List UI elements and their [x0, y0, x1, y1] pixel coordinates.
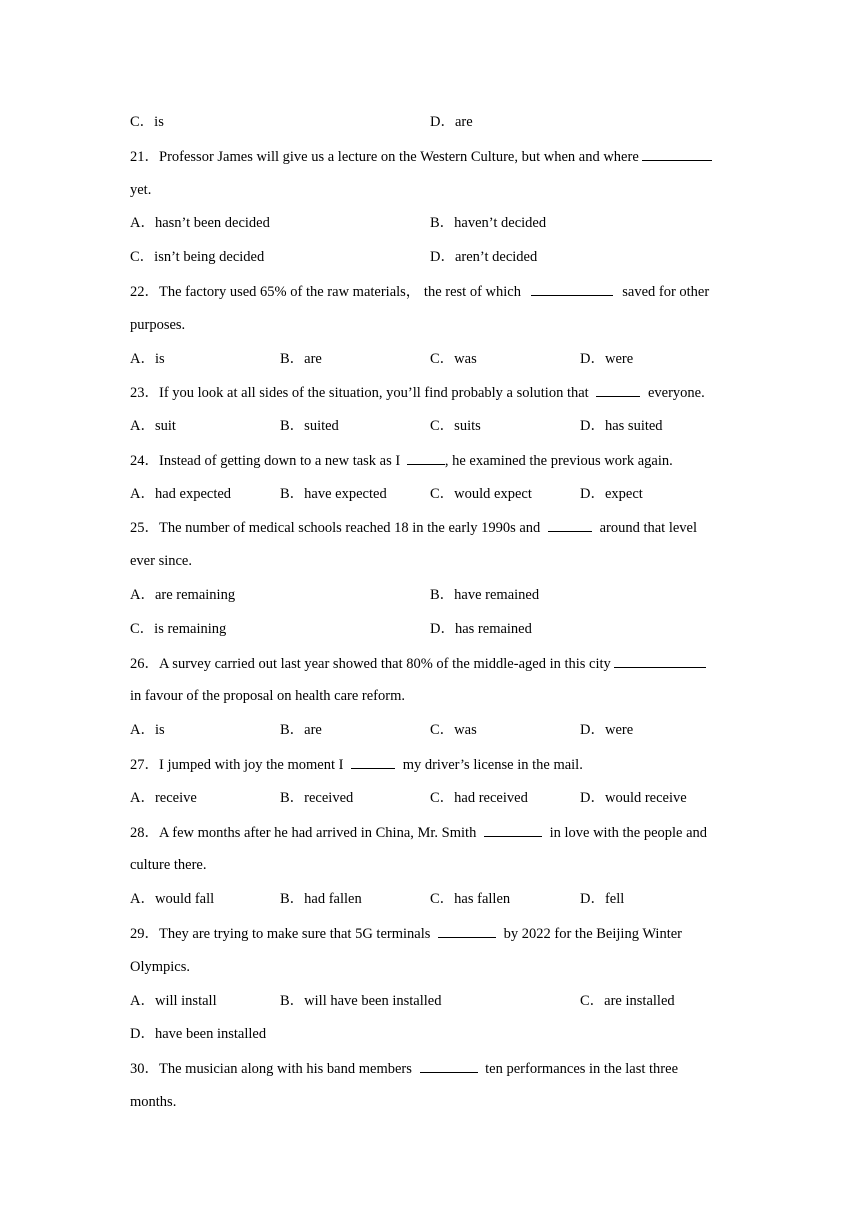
question-25-line-1	[130, 517, 732, 538]
option-a: A．receive	[130, 790, 197, 806]
question-23-line-1	[130, 382, 732, 403]
answer-blank	[548, 517, 592, 532]
answer-blank	[438, 923, 496, 938]
option-d: D．have been installed	[130, 1026, 267, 1042]
question-text: around that level	[599, 520, 697, 536]
question-30-line-2: months.	[130, 1094, 177, 1110]
question-text: my driver’s license in the mail.	[402, 757, 583, 773]
option-c: C．suits	[430, 418, 481, 434]
question-21-line-1	[130, 146, 732, 167]
option-d: D．were	[580, 722, 634, 738]
option-b: B．received	[280, 790, 354, 806]
option-c: C．has fallen	[430, 891, 511, 907]
answer-blank	[596, 382, 640, 397]
option-d: D．would receive	[580, 790, 687, 806]
option-a: A．is	[130, 722, 165, 738]
answer-blank	[642, 146, 712, 161]
question-29-line-2: Olympics.	[130, 959, 191, 975]
option-b: B．haven’t decided	[430, 215, 547, 231]
question-21-line-2: yet.	[130, 182, 152, 198]
option-b: B．are	[280, 722, 322, 738]
option-d: D．are	[430, 114, 473, 130]
answer-blank	[420, 1058, 478, 1073]
question-text: 24．Instead of getting down to a new task as I	[130, 453, 401, 469]
question-text: 26．A survey carried out last year showed that 80% of the middle-aged in this city	[130, 656, 611, 672]
question-26-line-2: in favour of the proposal on health care reform.	[130, 688, 405, 704]
option-a: A．had expected	[130, 486, 232, 502]
question-25-line-2: ever since.	[130, 553, 192, 569]
question-22-line-2: purposes.	[130, 317, 186, 333]
question-text: 27．I jumped with joy the moment I	[130, 757, 344, 773]
answer-blank	[351, 754, 395, 769]
question-29-line-1	[130, 923, 682, 944]
question-text: 28．A few months after he had arrived in China, Mr. Smith	[130, 825, 477, 841]
answer-blank	[531, 281, 613, 296]
question-text: 22．The factory used 65% of the raw materials， the rest of which	[130, 284, 521, 300]
question-24-line-1	[130, 450, 673, 471]
option-b: B．have expected	[280, 486, 387, 502]
option-c: C．was	[430, 351, 477, 367]
answer-blank	[614, 653, 706, 668]
option-c: C．had received	[430, 790, 528, 806]
question-text: , he examined the previous work again.	[444, 453, 673, 469]
option-a: A．would fall	[130, 891, 215, 907]
question-text: by 2022 for the Beijing Winter	[503, 926, 682, 942]
question-28-line-2: culture there.	[130, 857, 207, 873]
question-text: 29．They are trying to make sure that 5G terminals	[130, 926, 431, 942]
option-d: D．fell	[580, 891, 625, 907]
question-30-line-1	[130, 1058, 678, 1079]
option-d: D．has remained	[430, 621, 532, 637]
option-c: C．isn’t being decided	[130, 249, 265, 265]
question-28-line-1	[130, 822, 732, 843]
option-a: A．will install	[130, 993, 217, 1009]
option-b: B．suited	[280, 418, 339, 434]
question-27-line-1	[130, 754, 583, 775]
question-22-line-1	[130, 281, 732, 302]
question-text: 25．The number of medical schools reached 18 in the early 1990s and	[130, 520, 541, 536]
question-text: 23．If you look at all sides of the situation, you’ll find probably a solution that	[130, 385, 589, 401]
option-b: B．will have been installed	[280, 993, 442, 1009]
option-d: D．has suited	[580, 418, 663, 434]
option-b: B．have remained	[430, 587, 540, 603]
option-c: C．is remaining	[130, 621, 227, 637]
question-text: in love with the people and	[549, 825, 708, 841]
option-d: D．expect	[580, 486, 643, 502]
question-text: saved for other	[622, 284, 710, 300]
option-c: C．would expect	[430, 486, 532, 502]
option-a: A．hasn’t been decided	[130, 215, 270, 231]
option-b: B．had fallen	[280, 891, 362, 907]
option-c: C．was	[430, 722, 477, 738]
question-text: ten performances in the last three	[485, 1061, 679, 1077]
answer-blank	[407, 450, 445, 465]
option-c: C．is	[130, 114, 164, 130]
option-a: A．is	[130, 351, 165, 367]
option-c: C．are installed	[580, 993, 675, 1009]
option-a: A．are remaining	[130, 587, 236, 603]
question-text: 30．The musician along with his band members	[130, 1061, 412, 1077]
question-text: everyone.	[647, 385, 705, 401]
option-a: A．suit	[130, 418, 176, 434]
question-text: 21．Professor James will give us a lecture on the Western Culture, but when and where	[130, 149, 639, 165]
question-26-line-1	[130, 653, 732, 674]
answer-blank	[484, 822, 542, 837]
option-b: B．are	[280, 351, 322, 367]
option-d: D．aren’t decided	[430, 249, 538, 265]
option-d: D．were	[580, 351, 634, 367]
